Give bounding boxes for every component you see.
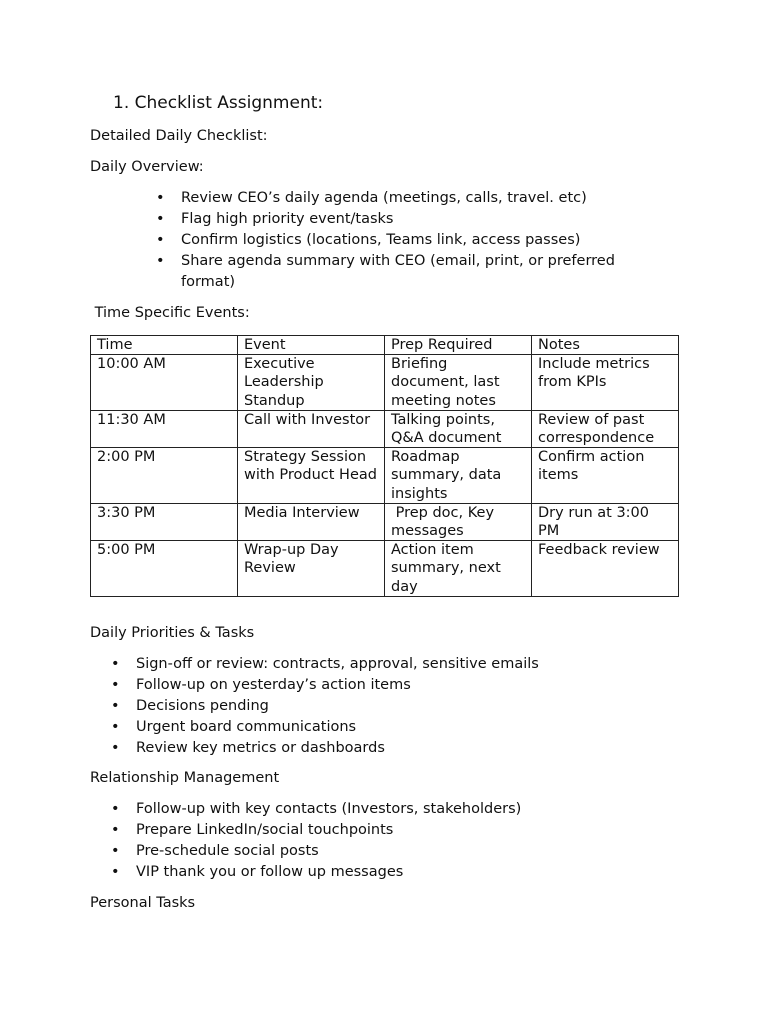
bullet-icon: •: [111, 801, 120, 817]
bullet-icon: •: [111, 698, 120, 714]
list-item: • Flag high priority event/tasks: [181, 209, 651, 230]
list-item: • VIP thank you or follow up messages: [136, 862, 656, 883]
bullet-icon: •: [156, 253, 165, 269]
daily-priorities-title: Daily Priorities & Tasks: [90, 625, 255, 641]
bullet-icon: •: [111, 864, 120, 880]
relationship-list: [111, 799, 656, 883]
list-item: • Urgent board communications: [136, 717, 656, 738]
bullet-icon: •: [111, 719, 120, 735]
header-cell-prep: Prep Required: [385, 336, 532, 355]
cell-time: 10:00 AM: [91, 355, 238, 411]
daily-overview-title: Daily Overview:: [90, 159, 204, 175]
daily-overview-list: [156, 188, 651, 293]
table-row: [91, 410, 679, 447]
list-item: • Share agenda summary with CEO (email, print, or preferred format): [156, 253, 615, 290]
bullet-icon: •: [111, 822, 120, 838]
cell-time: 5:00 PM: [91, 541, 238, 597]
cell-prep: Briefing document, last meeting notes: [385, 355, 532, 411]
personal-tasks-title: Personal Tasks: [90, 895, 196, 911]
list-item: • Confirm logistics (locations, Teams link, access passes): [181, 230, 651, 251]
cell-time: 3:30 PM: [91, 503, 238, 540]
table-row: [91, 355, 679, 411]
cell-event: Call with Investor: [238, 410, 385, 447]
header-cell-event: Event: [238, 336, 385, 355]
table-header-row: [91, 336, 679, 355]
table-row: [91, 541, 679, 597]
cell-prep: Roadmap summary, data insights: [385, 448, 532, 504]
cell-prep: Action item summary, next day: [385, 541, 532, 597]
table-row: [91, 503, 679, 540]
list-item: • Follow-up on yesterday’s action items: [136, 675, 656, 696]
bullet-icon: •: [111, 677, 120, 693]
header-cell-time: Time: [91, 336, 238, 355]
events-table: [90, 335, 679, 597]
bullet-icon: •: [156, 232, 165, 248]
list-item: • Prepare LinkedIn/social touchpoints: [136, 820, 656, 841]
bullet-icon: •: [111, 656, 120, 672]
bullet-icon: •: [111, 843, 120, 859]
time-specific-events-title: Time Specific Events:: [90, 305, 250, 321]
cell-prep: Talking points, Q&A document: [385, 410, 532, 447]
cell-prep: Prep doc, Key messages: [385, 503, 532, 540]
table-row: [91, 448, 679, 504]
list-item: • Follow-up with key contacts (Investors, stakeholders): [136, 799, 656, 820]
list-item: • Review CEO’s daily agenda (meetings, calls, travel. etc): [181, 188, 651, 209]
cell-notes: Include metrics from KPIs: [532, 355, 679, 411]
list-item: • Decisions pending: [136, 696, 656, 717]
cell-notes: Dry run at 3:00 PM: [532, 503, 679, 540]
bullet-icon: •: [156, 211, 165, 227]
list-item: • Review key metrics or dashboards: [136, 738, 656, 759]
list-item: • Pre-schedule social posts: [136, 841, 656, 862]
detailed-checklist-title: Detailed Daily Checklist:: [90, 128, 268, 144]
list-item: • Sign-off or review: contracts, approval, sensitive emails: [136, 654, 656, 675]
cell-notes: Confirm action items: [532, 448, 679, 504]
cell-time: 2:00 PM: [91, 448, 238, 504]
cell-event: Strategy Session with Product Head: [238, 448, 385, 504]
cell-event: Executive Leadership Standup: [238, 355, 385, 411]
cell-event: Media Interview: [238, 503, 385, 540]
cell-notes: Feedback review: [532, 541, 679, 597]
cell-event: Wrap-up Day Review: [238, 541, 385, 597]
relationship-management-title: Relationship Management: [90, 770, 280, 786]
section-heading: 1. Checklist Assignment:: [113, 93, 324, 113]
daily-priorities-list: [111, 654, 656, 759]
bullet-icon: •: [111, 740, 120, 756]
header-cell-notes: Notes: [532, 336, 679, 355]
cell-time: 11:30 AM: [91, 410, 238, 447]
cell-notes: Review of past correspondence: [532, 410, 679, 447]
bullet-icon: •: [156, 190, 165, 206]
